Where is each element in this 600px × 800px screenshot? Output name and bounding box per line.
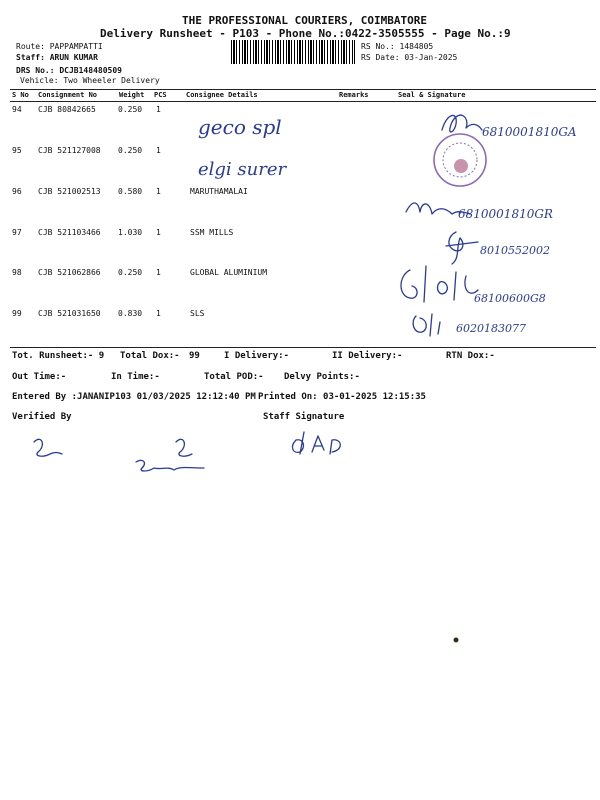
row-consignment: CJB 521103466	[38, 228, 101, 237]
signature-number-99: 6020183077	[456, 322, 526, 335]
row-pcs: 1	[156, 146, 161, 155]
row-consignee: SSM MILLS	[190, 228, 234, 237]
row-consignee: MARUTHAMALAI	[190, 187, 248, 196]
ii-delivery-label: II Delivery:-	[332, 351, 403, 361]
row-consignee: SLS	[190, 309, 205, 318]
verified-by-label: Verified By	[12, 412, 72, 422]
signature-99	[413, 314, 440, 336]
handwritten-consignee-95: elgi surer	[198, 159, 287, 180]
col-remarks: Remarks	[339, 91, 369, 99]
signature-97	[446, 232, 478, 264]
row-weight: 0.830	[118, 309, 143, 318]
rs-number: RS No.: 1484805	[361, 42, 434, 51]
stamp-center-ink	[454, 159, 468, 173]
rtn-dox-label: RTN Dox:-	[446, 351, 495, 361]
staff-label: Staff: ARUN KUMAR	[16, 53, 98, 62]
runsheet-subtitle: Delivery Runsheet - P103 - Phone No.:0422-3505555 - Page No.:9	[100, 27, 511, 40]
total-runsheet: Tot. Runsheet:- 9	[12, 351, 105, 361]
vehicle-label: Vehicle: Two Wheeler Delivery	[20, 76, 160, 85]
row-pcs: 1	[156, 309, 161, 318]
row-sno: 98	[12, 268, 22, 277]
row-sno: 95	[12, 146, 22, 155]
row-consignment: CJB 521031650	[38, 309, 101, 318]
row-sno: 97	[12, 228, 22, 237]
ink-spot	[454, 638, 459, 643]
entered-by: Entered By :JANANIP103 01/03/2025 12:12:40 PM	[12, 392, 256, 402]
total-pod-label: Total POD:-	[204, 372, 264, 382]
out-time-label: Out Time:-	[12, 372, 67, 382]
signature-number-96: 6810001810GR	[458, 207, 553, 221]
staff-signature-label: Staff Signature	[263, 412, 345, 422]
total-dox-value: 99	[189, 351, 200, 361]
rs-date: RS Date: 03-Jan-2025	[361, 53, 458, 62]
row-consignee: GLOBAL ALUMINIUM	[190, 268, 268, 277]
row-weight: 1.030	[118, 228, 143, 237]
signature-number-98: 68100600G8	[474, 292, 546, 305]
col-weight: Weight	[119, 91, 145, 99]
i-delivery-label: I Delivery:-	[224, 351, 290, 361]
row-pcs: 1	[156, 187, 161, 196]
col-pcs: PCS	[154, 91, 167, 99]
col-consignment: Consignment No	[38, 91, 98, 99]
col-consignee: Consignee Details	[186, 91, 258, 99]
totals-divider	[10, 347, 596, 348]
drs-label: DRS No.: DCJB148480509	[16, 66, 122, 75]
staff-signature-scribble	[293, 432, 341, 454]
row-consignment: CJB 521127008	[38, 146, 101, 155]
row-weight: 0.250	[118, 146, 143, 155]
row-consignment: CJB 80842665	[38, 105, 96, 114]
row-sno: 94	[12, 105, 22, 114]
row-sno: 99	[12, 309, 22, 318]
printed-on: Printed On: 03-01-2025 12:15:35	[258, 392, 426, 402]
row-pcs: 1	[156, 228, 161, 237]
route-label: Route: PAPPAMPATTI	[16, 42, 103, 51]
signature-number-94: 6810001810GA	[482, 125, 577, 139]
row-pcs: 1	[156, 268, 161, 277]
signature-94	[442, 115, 482, 132]
row-weight: 0.250	[118, 105, 143, 114]
signature-98	[401, 266, 478, 302]
verified-signature-1	[34, 439, 62, 456]
col-sno: S No	[12, 91, 29, 99]
row-consignment: CJB 521062866	[38, 268, 101, 277]
delvy-points-label: Delvy Points:-	[284, 372, 360, 382]
company-stamp	[434, 134, 486, 186]
row-weight: 0.250	[118, 268, 143, 277]
signature-number-97: 8010552002	[480, 244, 550, 257]
row-pcs: 1	[156, 105, 161, 114]
row-consignment: CJB 521002513	[38, 187, 101, 196]
total-dox-label: Total Dox:-	[120, 351, 180, 361]
verified-signature-2	[136, 439, 204, 471]
in-time-label: In Time:-	[111, 372, 160, 382]
row-sno: 96	[12, 187, 22, 196]
row-weight: 0.580	[118, 187, 143, 196]
handwritten-consignee-94: geco spl	[198, 115, 282, 139]
col-seal-signature: Seal & Signature	[398, 91, 466, 99]
company-title: THE PROFESSIONAL COURIERS, COIMBATORE	[182, 14, 428, 27]
